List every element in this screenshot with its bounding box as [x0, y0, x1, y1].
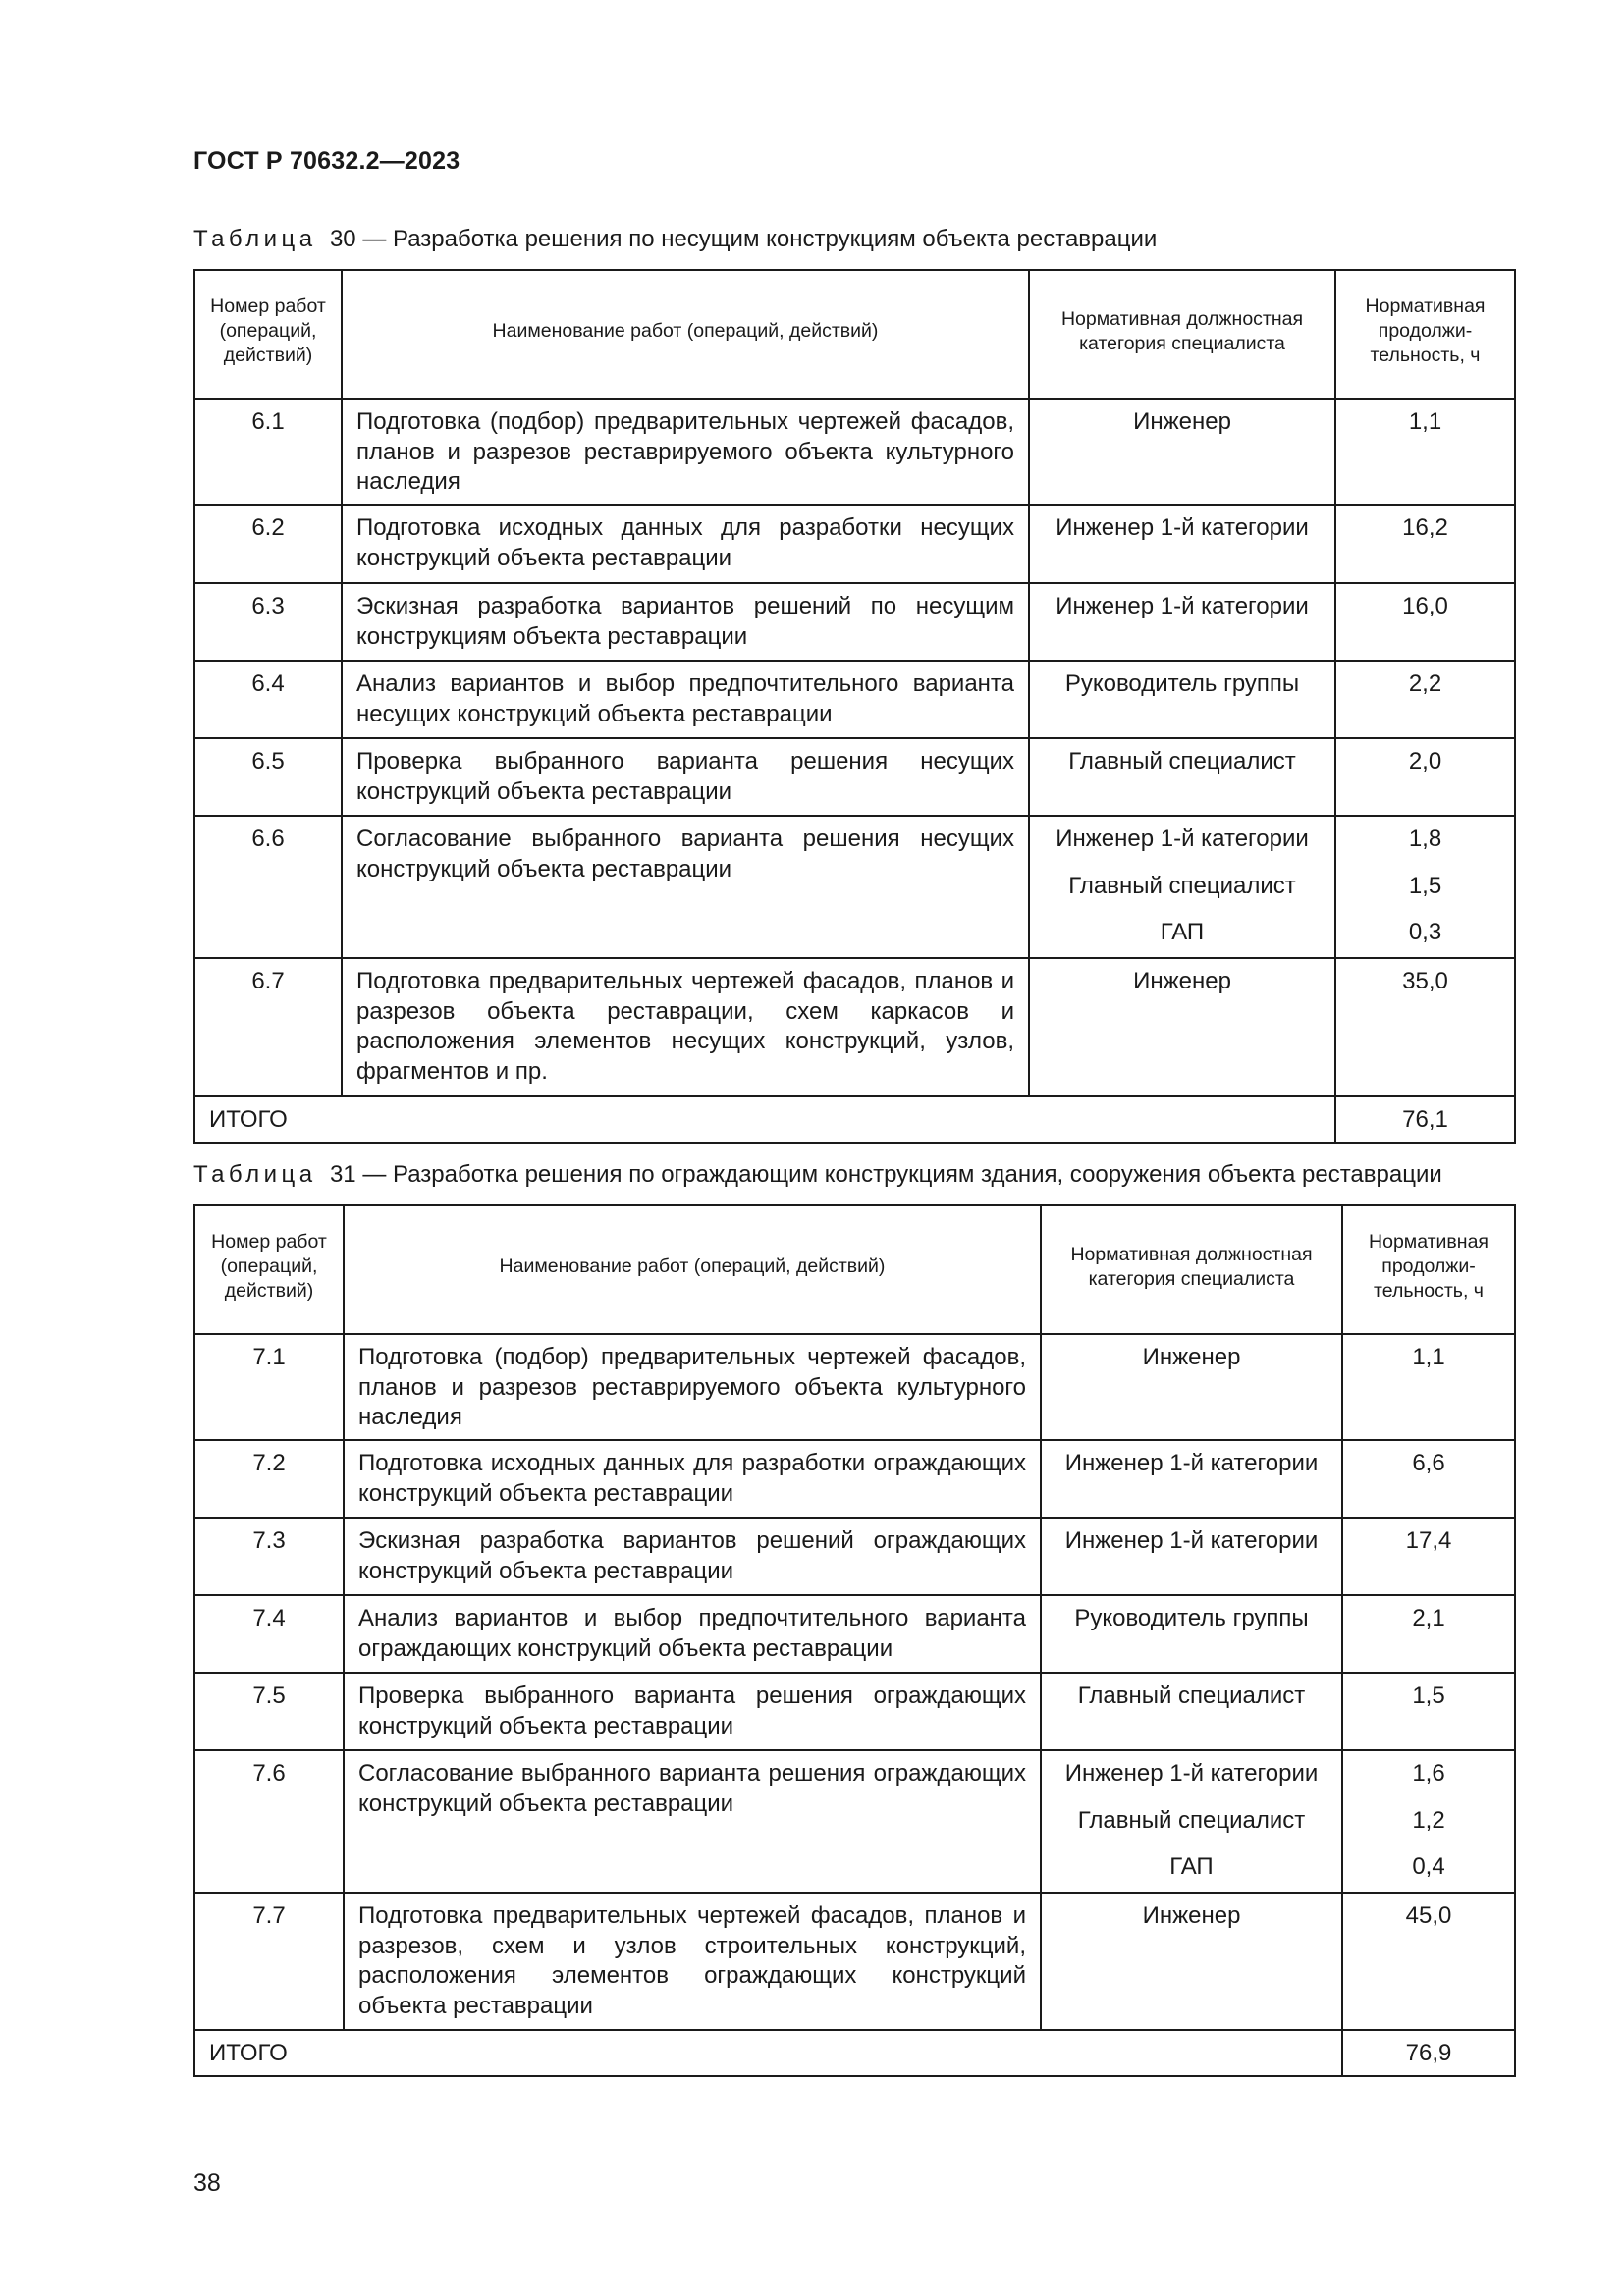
cell-category: [1029, 816, 1335, 958]
cell-duration: [1335, 583, 1515, 661]
header-cell-category: Нормативная должностная категория специалиста: [1029, 270, 1335, 394]
category-value: Инженер 1-й категории: [1064, 1527, 1319, 1554]
table-row: [194, 1334, 1515, 1440]
cell-name: Проверка выбранного варианта решения ограждающих конструкций объекта реставрации: [344, 1673, 1041, 1750]
total-value: 76,9: [1342, 2030, 1515, 2076]
cell-number: 7.5: [194, 1673, 344, 1750]
total-value: 76,1: [1335, 1096, 1515, 1143]
total-row: [194, 2030, 1515, 2076]
cell-number: 7.1: [194, 1334, 344, 1440]
category-value: Инженер 1-й категории: [1056, 514, 1309, 541]
cell-duration: [1342, 1440, 1515, 1518]
table-row: [194, 399, 1515, 505]
cell-category: [1029, 738, 1335, 816]
table-30-caption: [193, 226, 1157, 253]
table-30-caption-text: 30 — Разработка решения по несущим конструкциям объекта реставрации: [329, 226, 1158, 252]
duration-value: 2,1: [1412, 1605, 1445, 1631]
category-value: Главный специалист: [1077, 1806, 1306, 1834]
category-value: Инженер: [1133, 408, 1231, 435]
cell-number: 7.2: [194, 1440, 344, 1518]
cell-number: 6.2: [194, 505, 342, 583]
document-header: ГОСТ Р 70632.2—2023: [193, 147, 460, 175]
table-row: [194, 661, 1515, 738]
table-row: [194, 1893, 1515, 2030]
duration-value: 17,4: [1405, 1527, 1452, 1554]
table-30: [193, 269, 1516, 1144]
duration-value: 1,5: [1412, 1682, 1445, 1709]
cell-name: Подготовка исходных данных для разработки несущих конструкций объекта реставрации: [342, 505, 1029, 583]
category-value: Инженер: [1142, 1344, 1241, 1370]
cell-name: Подготовка (подбор) предварительных чертежей фасадов, планов и разрезов реставрируемого объекта культурного наследия: [342, 399, 1029, 505]
header-cell-name: Наименование работ (операций, действий): [344, 1205, 1041, 1329]
duration-value: 1,1: [1412, 1344, 1445, 1370]
table-row: [194, 738, 1515, 816]
category-value: Инженер 1-й категории: [1064, 1450, 1319, 1476]
duration-value: 45,0: [1405, 1902, 1452, 1929]
cell-category: [1041, 1334, 1342, 1440]
page-number: 38: [193, 2169, 221, 2197]
table-30-caption-word: Таблица: [193, 226, 317, 252]
duration-value: 16,0: [1402, 593, 1448, 619]
table-row: [194, 1750, 1515, 1893]
cell-number: 7.7: [194, 1893, 344, 2030]
total-row: [194, 1096, 1515, 1143]
cell-number: 6.1: [194, 399, 342, 505]
cell-duration: [1335, 958, 1515, 1096]
cell-number: 6.3: [194, 583, 342, 661]
table-row: [194, 816, 1515, 958]
header-cell-number: Номер работ (операций, действий): [194, 1205, 344, 1329]
table-row: [194, 1518, 1515, 1595]
category-value: Главный специалист: [1068, 748, 1296, 774]
cell-duration: [1335, 399, 1515, 505]
duration-value: 1,5: [1408, 872, 1442, 899]
header-cell-duration: Нормативная продолжи-тельность, ч: [1342, 1205, 1515, 1329]
cell-duration: [1342, 1518, 1515, 1595]
category-value: Руководитель группы: [1064, 670, 1300, 697]
header-cell-name: Наименование работ (операций, действий): [342, 270, 1029, 394]
cell-name: Проверка выбранного варианта решения несущих конструкций объекта реставрации: [342, 738, 1029, 816]
cell-duration: [1335, 816, 1515, 958]
cell-duration: [1342, 1750, 1515, 1893]
total-label: ИТОГО: [194, 2030, 1342, 2076]
duration-value: 1,1: [1408, 408, 1442, 435]
cell-name: Согласование выбранного варианта решения несущих конструкций объекта реставрации: [342, 816, 1029, 958]
cell-name: Согласование выбранного варианта решения ограждающих конструкций объекта реставрации: [344, 1750, 1041, 1893]
cell-number: 6.4: [194, 661, 342, 738]
cell-number: 6.6: [194, 816, 342, 958]
cell-category: [1041, 1750, 1342, 1893]
cell-name: Эскизная разработка вариантов решений по несущим конструкциям объекта реставрации: [342, 583, 1029, 661]
duration-value: 0,4: [1412, 1853, 1445, 1880]
cell-number: 7.6: [194, 1750, 344, 1893]
table-30-body: [194, 394, 1515, 1143]
cell-category: [1041, 1595, 1342, 1673]
table-row: [194, 583, 1515, 661]
duration-value: 1,6: [1412, 1760, 1445, 1787]
category-value: ГАП: [1160, 919, 1205, 945]
table-row: [194, 1595, 1515, 1673]
cell-name: Эскизная разработка вариантов решений ограждающих конструкций объекта реставрации: [344, 1518, 1041, 1595]
table-row: [194, 505, 1515, 583]
cell-name: Подготовка предварительных чертежей фасадов, планов и разрезов, схем и узлов строительных конструкций, расположения элементов ограждающих конструкций объекта реставрации: [344, 1893, 1041, 2030]
cell-category: [1029, 505, 1335, 583]
total-label: ИТОГО: [194, 1096, 1335, 1143]
cell-duration: [1342, 1673, 1515, 1750]
category-value: Инженер 1-й категории: [1056, 826, 1309, 852]
cell-category: [1029, 399, 1335, 505]
header-cell-category: Нормативная должностная категория специалиста: [1041, 1205, 1342, 1329]
cell-duration: [1335, 738, 1515, 816]
cell-number: 6.5: [194, 738, 342, 816]
table-31-caption: [193, 1161, 1442, 1189]
cell-name: Подготовка исходных данных для разработки ограждающих конструкций объекта реставрации: [344, 1440, 1041, 1518]
table-31: [193, 1204, 1516, 2077]
cell-category: [1041, 1893, 1342, 2030]
duration-value: 2,2: [1408, 670, 1442, 697]
category-value: Руководитель группы: [1074, 1605, 1309, 1631]
cell-category: [1029, 583, 1335, 661]
cell-category: [1029, 958, 1335, 1096]
cell-name: Подготовка (подбор) предварительных чертежей фасадов, планов и разрезов реставрируемого объекта культурного наследия: [344, 1334, 1041, 1440]
table-row: [194, 1673, 1515, 1750]
table-31-caption-word: Таблица: [193, 1161, 317, 1188]
cell-name: Подготовка предварительных чертежей фасадов, планов и разрезов объекта реставрации, схем каркасов и расположения элементов несущих конструкций, узлов, фрагментов и пр.: [342, 958, 1029, 1096]
cell-category: [1041, 1673, 1342, 1750]
cell-duration: [1342, 1595, 1515, 1673]
table-31-caption-text: 31 — Разработка решения по ограждающим конструкциям здания, сооружения объекта реставрации: [329, 1161, 1442, 1188]
cell-duration: [1342, 1893, 1515, 2030]
cell-name: Анализ вариантов и выбор предпочтительного варианта ограждающих конструкций объекта реставрации: [344, 1595, 1041, 1673]
category-value: Главный специалист: [1068, 872, 1296, 899]
duration-value: 1,8: [1408, 826, 1442, 852]
cell-duration: [1335, 505, 1515, 583]
cell-number: 6.7: [194, 958, 342, 1096]
category-value: ГАП: [1169, 1853, 1214, 1880]
duration-value: 1,2: [1412, 1806, 1445, 1834]
cell-category: [1041, 1440, 1342, 1518]
table-31-body: [194, 1329, 1515, 2076]
duration-value: 16,2: [1402, 514, 1448, 541]
cell-number: 7.3: [194, 1518, 344, 1595]
category-value: Инженер 1-й категории: [1056, 593, 1309, 619]
cell-category: [1029, 661, 1335, 738]
cell-duration: [1342, 1334, 1515, 1440]
cell-name: Анализ вариантов и выбор предпочтительного варианта несущих конструкций объекта реставрации: [342, 661, 1029, 738]
cell-category: [1041, 1518, 1342, 1595]
cell-duration: [1335, 661, 1515, 738]
cell-number: 7.4: [194, 1595, 344, 1673]
duration-value: 35,0: [1402, 968, 1448, 994]
category-value: Инженер 1-й категории: [1064, 1760, 1319, 1787]
table-row: [194, 958, 1515, 1096]
table-row: [194, 1440, 1515, 1518]
duration-value: 6,6: [1412, 1450, 1445, 1476]
header-cell-number: Номер работ (операций, действий): [194, 270, 342, 394]
duration-value: 0,3: [1408, 919, 1442, 945]
category-value: Главный специалист: [1077, 1682, 1306, 1709]
category-value: Инженер: [1142, 1902, 1241, 1929]
duration-value: 2,0: [1408, 748, 1442, 774]
category-value: Инженер: [1133, 968, 1231, 994]
header-cell-duration: Нормативная продолжи-тельность, ч: [1335, 270, 1515, 394]
